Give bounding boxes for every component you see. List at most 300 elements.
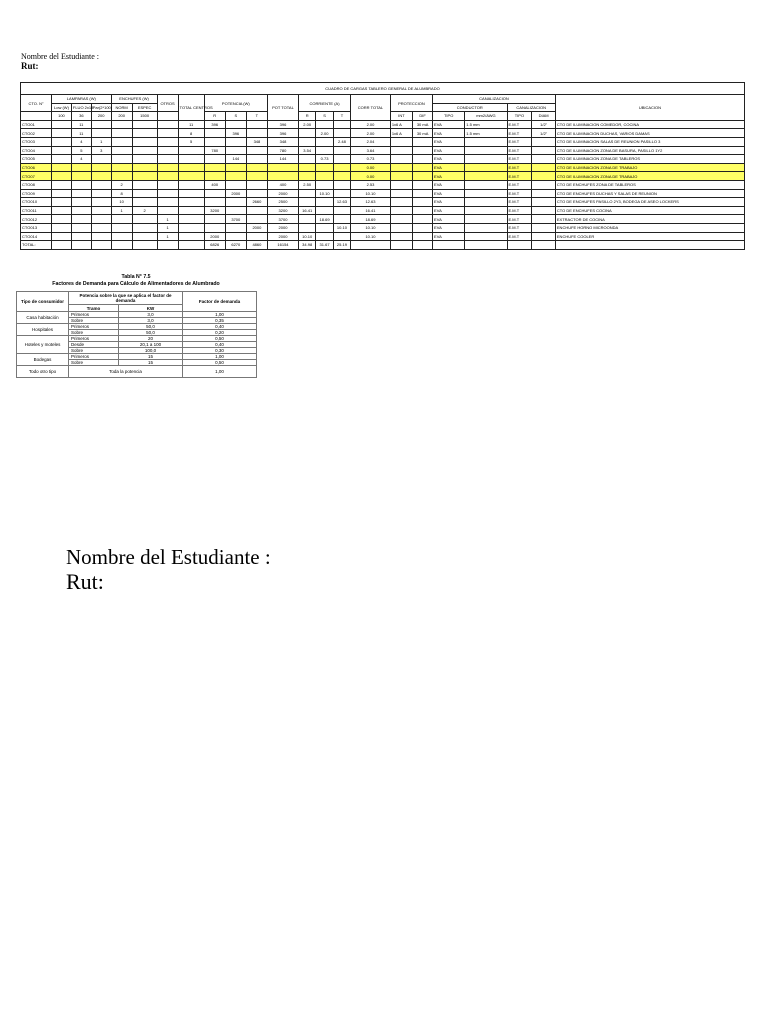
cell-ench1	[111, 172, 132, 181]
cell-cond-mm	[465, 172, 507, 181]
cell-total: 11	[178, 120, 204, 129]
cell-pot-t	[246, 232, 267, 241]
cell-corr-s	[316, 163, 333, 172]
header-phase: T	[246, 112, 267, 121]
cell-corr-r: 10.10	[298, 232, 315, 241]
header-total-centros: TOTAL CENTROS	[178, 95, 204, 121]
demand-kw: 50,0	[119, 324, 183, 330]
cell-corr-total: 2.00	[351, 129, 391, 138]
header-ench-type: NORM	[111, 103, 132, 112]
cell-cond-tipo: EVA	[433, 129, 465, 138]
cell-pot-s	[225, 232, 246, 241]
cell-total: 5	[178, 137, 204, 146]
cell-pot-r	[204, 129, 225, 138]
cell-corr-s	[316, 172, 333, 181]
table-row	[21, 172, 745, 181]
header-phase: R	[204, 112, 225, 121]
cell-can-diam: 1/2"	[532, 120, 556, 129]
cell-cond-tipo: EVA	[433, 189, 465, 198]
demand-tipo: Bodegas	[17, 354, 69, 366]
total-empty-cell	[532, 241, 556, 250]
demand-caption-number: Tabla N° 7.5	[121, 274, 151, 280]
cell-corr-t	[333, 146, 350, 155]
cell-cond-mm	[465, 232, 507, 241]
cell-pot-r	[204, 172, 225, 181]
header-lamp-watt: 100	[52, 112, 72, 121]
table-row	[21, 206, 745, 215]
cell-pot-total: 2000	[267, 232, 298, 241]
table-total-row	[21, 241, 745, 250]
cell-corr-r	[298, 163, 315, 172]
cell-ench2	[132, 163, 157, 172]
cell-lamp2: 4	[71, 155, 91, 164]
cell-pot-t	[246, 189, 267, 198]
cell-pot-total: 3700	[267, 215, 298, 224]
cell-pot-t	[246, 206, 267, 215]
total-empty-cell	[178, 241, 204, 250]
cell-cond-mm: 1.5 mm	[465, 129, 507, 138]
cell-lamp2	[71, 206, 91, 215]
cell-otros	[157, 180, 178, 189]
cell-corr-s	[316, 137, 333, 146]
header-canalizacion-sub: CANALIZACION	[507, 103, 555, 112]
student-header-small	[21, 53, 99, 72]
cell-cto: CTO04	[21, 146, 52, 155]
header-corr-total: CORR TOTAL	[351, 95, 391, 121]
cell-lamp3	[91, 206, 111, 215]
load-table-title: CUADRO DE CARGAS TABLERO GENERAL DE ALUMBRADO	[21, 83, 745, 95]
cell-ubicacion: CTO DE ILUMINACION ZONA DE TABLEROS	[555, 155, 744, 164]
cell-corr-r	[298, 137, 315, 146]
cell-cto: CTO02	[21, 129, 52, 138]
demand-factor: 0,35	[183, 318, 257, 324]
cell-pot-s	[225, 206, 246, 215]
cell-can-tipo: E.M.T	[507, 215, 532, 224]
cell-cto: CTO011	[21, 206, 52, 215]
cell-int	[390, 189, 412, 198]
cell-cto: CTO09	[21, 189, 52, 198]
total-corr-s: 31.67	[316, 241, 333, 250]
cell-corr-t	[333, 163, 350, 172]
cell-cond-tipo: EVA	[433, 172, 465, 181]
cell-ubicacion: CTO DE ILUMINACION COMEDOR, COCINA	[555, 120, 744, 129]
cell-int	[390, 172, 412, 181]
cell-int	[390, 137, 412, 146]
cell-pot-s	[225, 223, 246, 232]
cell-cond-tipo: EVA	[433, 232, 465, 241]
cell-cto: CTO05	[21, 155, 52, 164]
cell-cto: CTO07	[21, 172, 52, 181]
student-rut-label: Rut:	[21, 60, 39, 71]
header-phase: R	[298, 112, 315, 121]
cell-corr-total: 2.00	[351, 120, 391, 129]
cell-lamp1	[52, 189, 72, 198]
header-conductor: CONDUCTOR	[433, 103, 507, 112]
cell-total	[178, 155, 204, 164]
cell-corr-total: 10.10	[351, 223, 391, 232]
cell-lamp2	[71, 180, 91, 189]
cell-pot-r	[204, 155, 225, 164]
header-phase: S	[225, 112, 246, 121]
cell-corr-t: 12.63	[333, 198, 350, 207]
total-label: TOTAL:	[21, 241, 52, 250]
header-pot-total: POT TOTAL	[267, 95, 298, 121]
cell-lamp2	[71, 232, 91, 241]
cell-corr-total: 12.63	[351, 198, 391, 207]
demand-tramo: Sobre	[69, 318, 119, 324]
demand-head-factor: Factor de demanda	[183, 292, 257, 312]
cell-lamp2: 4	[71, 137, 91, 146]
demand-head-tramo: Tramo	[69, 304, 119, 311]
cell-total	[178, 180, 204, 189]
cell-ubicacion: CTO DE ILUMINACION DUCHAS, VARIOS DAMAS	[555, 129, 744, 138]
cell-cto: CTO013	[21, 223, 52, 232]
cell-corr-t: 2.48	[333, 137, 350, 146]
cell-ubicacion: CTO DE ENCHUFES PASILLO 2Y3, BODEGA DE ASEO LOCKERS	[555, 198, 744, 207]
demand-factor: 1,00	[183, 312, 257, 318]
cell-ubicacion: EXTRACTOR DE COCINA	[555, 215, 744, 224]
cell-cond-tipo: EVA	[433, 223, 465, 232]
demand-row-other	[17, 366, 257, 378]
cell-pot-t	[246, 172, 267, 181]
cell-ubicacion: CTO DE ILUMINACION SALAS DE REUNION PASILLO 3	[555, 137, 744, 146]
cell-cto: CTO08	[21, 180, 52, 189]
cell-lamp1	[52, 232, 72, 241]
cell-total	[178, 189, 204, 198]
cell-cond-mm	[465, 180, 507, 189]
cell-corr-total: 10.10	[351, 232, 391, 241]
cell-dif	[413, 215, 433, 224]
cell-pot-t: 2000	[246, 223, 267, 232]
student-rut-label-large: Rut:	[66, 569, 104, 595]
cell-corr-t: 10.10	[333, 223, 350, 232]
cell-lamp2	[71, 172, 91, 181]
cell-pot-r	[204, 198, 225, 207]
cell-pot-r	[204, 163, 225, 172]
cell-pot-s	[225, 180, 246, 189]
cell-int	[390, 163, 412, 172]
cell-cond-mm	[465, 146, 507, 155]
demand-tramo: Desde	[69, 342, 119, 348]
total-pot-s: 6270	[225, 241, 246, 250]
cell-pot-total: 400	[267, 180, 298, 189]
cell-lamp2	[71, 198, 91, 207]
header-cto: CTO. N°	[21, 95, 52, 112]
demand-tramo: Primeros	[69, 312, 119, 318]
cell-can-diam	[532, 137, 556, 146]
cell-lamp1	[52, 172, 72, 181]
table-row	[21, 155, 745, 164]
cell-corr-total: 0.00	[351, 172, 391, 181]
cell-ubicacion: CTO DE ENCHUFES DUCHAS Y SALAS DE REUNION	[555, 189, 744, 198]
cell-ench2	[132, 215, 157, 224]
cell-ubicacion: CTO DE ILUMINACION ZONA DE BASURA, PASILLO 1Y2	[555, 146, 744, 155]
header-ubicacion: UBICACION	[555, 95, 744, 121]
cell-ench1	[111, 146, 132, 155]
total-empty-cell	[507, 241, 532, 250]
cell-dif	[413, 163, 433, 172]
cell-total	[178, 172, 204, 181]
cell-pot-t	[246, 215, 267, 224]
cell-otros	[157, 172, 178, 181]
demand-tipo: Hoteles y moteles	[17, 336, 69, 354]
table-row	[21, 137, 745, 146]
cell-cond-mm	[465, 163, 507, 172]
demand-factor: 0,50	[183, 360, 257, 366]
cell-can-tipo: E.M.T	[507, 223, 532, 232]
cell-cond-mm	[465, 198, 507, 207]
cell-ench2	[132, 189, 157, 198]
cell-otros	[157, 137, 178, 146]
cell-can-diam	[532, 172, 556, 181]
cell-ench1	[111, 155, 132, 164]
cell-can-diam	[532, 206, 556, 215]
cell-lamp3	[91, 189, 111, 198]
cell-lamp1	[52, 223, 72, 232]
cell-lamp3	[91, 223, 111, 232]
total-empty-cell	[157, 241, 178, 250]
table-row	[21, 129, 745, 138]
cell-ench1: 10	[111, 198, 132, 207]
cell-total	[178, 146, 204, 155]
cell-pot-r	[204, 223, 225, 232]
cell-pot-r	[204, 215, 225, 224]
demand-caption-title: Factores de Demanda para Cálculo de Alimentadores de Alumbrado	[52, 281, 220, 288]
total-empty-cell	[555, 241, 744, 250]
cell-ench1	[111, 137, 132, 146]
header-otros: OTROS	[157, 95, 178, 112]
cell-lamp2: 11	[71, 129, 91, 138]
cell-pot-s: 3700	[225, 215, 246, 224]
cell-otros	[157, 163, 178, 172]
cell-corr-s	[316, 146, 333, 155]
cell-lamp1	[52, 146, 72, 155]
cell-corr-r	[298, 223, 315, 232]
cell-lamp3	[91, 198, 111, 207]
cell-total: 8	[178, 129, 204, 138]
cell-corr-s	[316, 232, 333, 241]
cell-pot-s	[225, 146, 246, 155]
header-ench-watt: 200	[111, 112, 132, 121]
cell-lamp3	[91, 180, 111, 189]
cell-pot-r: 400	[204, 180, 225, 189]
table-row	[21, 146, 745, 155]
demand-tipo: Casa habitación	[17, 312, 69, 324]
cell-ench2: 2	[132, 206, 157, 215]
cell-can-diam: 1/2"	[532, 129, 556, 138]
cell-corr-s	[316, 180, 333, 189]
cell-corr-r	[298, 189, 315, 198]
cell-ubicacion: CTO DE ILUMINACION ZONA DE TRABAJO	[555, 172, 744, 181]
cell-ench1: 2	[111, 180, 132, 189]
cell-cond-tipo: EVA	[433, 163, 465, 172]
cell-otros: 1	[157, 215, 178, 224]
demand-head-kw: KW	[119, 304, 183, 311]
table-row	[21, 232, 745, 241]
cell-lamp1	[52, 206, 72, 215]
cell-lamp3	[91, 232, 111, 241]
demand-tramo: Sobre	[69, 330, 119, 336]
cell-ench2	[132, 120, 157, 129]
demand-factor: 0,40	[183, 324, 257, 330]
cell-cond-tipo: EVA	[433, 180, 465, 189]
cell-pot-t: 2660	[246, 198, 267, 207]
demand-factor-table	[16, 291, 257, 378]
cell-corr-t	[333, 155, 350, 164]
cell-corr-s: 10.10	[316, 189, 333, 198]
cell-lamp1	[52, 137, 72, 146]
cell-int	[390, 198, 412, 207]
cell-lamp3	[91, 155, 111, 164]
cell-can-tipo: E.M.T	[507, 129, 532, 138]
cell-total	[178, 232, 204, 241]
cell-corr-t	[333, 172, 350, 181]
cell-ench2	[132, 146, 157, 155]
cell-pot-r: 3200	[204, 206, 225, 215]
demand-factor: 0,50	[183, 336, 257, 342]
cell-int	[390, 155, 412, 164]
cell-dif	[413, 172, 433, 181]
cell-cond-mm	[465, 206, 507, 215]
cell-dif	[413, 155, 433, 164]
header-prot-sub: DIF	[413, 112, 433, 121]
demand-factor: 1,00	[183, 366, 257, 378]
cell-cond-mm	[465, 189, 507, 198]
cell-corr-r	[298, 198, 315, 207]
cell-lamp2: 11	[71, 120, 91, 129]
cell-total	[178, 206, 204, 215]
header-lamp-watt: 200	[91, 112, 111, 121]
cell-dif	[413, 232, 433, 241]
cell-corr-s: 2.00	[316, 129, 333, 138]
cell-ench1	[111, 163, 132, 172]
cell-lamp3: 1	[91, 137, 111, 146]
cell-otros	[157, 129, 178, 138]
cell-pot-total: 396	[267, 120, 298, 129]
cell-otros	[157, 120, 178, 129]
cell-cond-tipo: EVA	[433, 215, 465, 224]
cell-ench2	[132, 137, 157, 146]
cell-can-tipo: E.M.T	[507, 206, 532, 215]
cell-cond-tipo: EVA	[433, 155, 465, 164]
cell-lamp2	[71, 189, 91, 198]
cell-pot-total: 780	[267, 146, 298, 155]
demand-kw: 20	[119, 336, 183, 342]
cell-int	[390, 146, 412, 155]
cell-cond-mm	[465, 155, 507, 164]
cell-can-tipo: E.M.T	[507, 163, 532, 172]
cell-pot-s: 2000	[225, 189, 246, 198]
cell-corr-s	[316, 120, 333, 129]
cell-pot-t	[246, 155, 267, 164]
demand-factor-block	[16, 274, 256, 378]
cell-pot-total	[267, 172, 298, 181]
cell-corr-total: 2.04	[351, 137, 391, 146]
cell-lamp3	[91, 163, 111, 172]
cell-cond-tipo: EVA	[433, 146, 465, 155]
cell-cto: CTO010	[21, 198, 52, 207]
cell-can-diam	[532, 180, 556, 189]
cell-lamp3	[91, 129, 111, 138]
cell-cond-tipo: EVA	[433, 120, 465, 129]
header-cond-sub: TIPO	[433, 112, 465, 121]
cell-cto: CTO014	[21, 232, 52, 241]
header-lamp-type: FLUO 2x18	[72, 104, 94, 110]
demand-tramo: Primeros	[69, 324, 119, 330]
header-phase: T	[333, 112, 350, 121]
cell-lamp3	[91, 172, 111, 181]
cell-pot-total	[267, 163, 298, 172]
cell-corr-r: 3.54	[298, 146, 315, 155]
cell-lamp1	[52, 198, 72, 207]
demand-kw: 100,0	[119, 348, 183, 354]
demand-tramo: Primeros	[69, 354, 119, 360]
cell-lamp1	[52, 163, 72, 172]
cell-pot-r: 396	[204, 120, 225, 129]
cell-can-diam	[532, 215, 556, 224]
header-lamp-type: Par(2*100)	[92, 104, 113, 110]
demand-tramo: Primeros	[69, 336, 119, 342]
cell-corr-r: 16.41	[298, 206, 315, 215]
table-row	[21, 120, 745, 129]
cell-total	[178, 215, 204, 224]
header-ench-watt: 1500	[132, 112, 157, 121]
demand-tipo: Todo otro tipo	[17, 366, 69, 378]
cell-int	[390, 215, 412, 224]
header-can-sub: DIAM	[532, 112, 556, 121]
cell-corr-s	[316, 223, 333, 232]
cell-can-diam	[532, 198, 556, 207]
cell-int: 1x6 A	[390, 120, 412, 129]
cell-corr-s: 18.69	[316, 215, 333, 224]
cell-otros	[157, 155, 178, 164]
cell-pot-s: 144	[225, 155, 246, 164]
cell-ench2	[132, 155, 157, 164]
demand-tramo: Toda la potencia	[69, 366, 183, 378]
cell-can-tipo: E.M.T	[507, 198, 532, 207]
cell-pot-s	[225, 198, 246, 207]
cell-corr-r	[298, 155, 315, 164]
total-empty-cell	[351, 241, 391, 250]
cell-dif	[413, 206, 433, 215]
demand-kw: 50,0	[119, 330, 183, 336]
cell-cto: CTO012	[21, 215, 52, 224]
cell-corr-t	[333, 189, 350, 198]
cell-corr-r	[298, 172, 315, 181]
cell-pot-t	[246, 120, 267, 129]
demand-factor: 0,40	[183, 342, 257, 348]
cell-lamp2: 5	[71, 146, 91, 155]
cell-ench2	[132, 172, 157, 181]
cell-pot-s	[225, 172, 246, 181]
cell-int: 1x6 A	[390, 129, 412, 138]
demand-kw: 3,0	[119, 318, 183, 324]
cell-ench2	[132, 223, 157, 232]
header-canalizacion: CANALIZACION	[433, 95, 556, 104]
cell-ench2	[132, 232, 157, 241]
demand-factor: 1,00	[183, 354, 257, 360]
demand-factor: 0,30	[183, 348, 257, 354]
cell-otros	[157, 189, 178, 198]
cell-dif	[413, 137, 433, 146]
cell-corr-total: 18.69	[351, 215, 391, 224]
cell-dif	[413, 198, 433, 207]
header-potencia: POTENCIA (W)	[204, 95, 267, 112]
cell-can-diam	[532, 232, 556, 241]
cell-total	[178, 223, 204, 232]
cell-corr-total: 0.73	[351, 155, 391, 164]
cell-pot-t	[246, 129, 267, 138]
